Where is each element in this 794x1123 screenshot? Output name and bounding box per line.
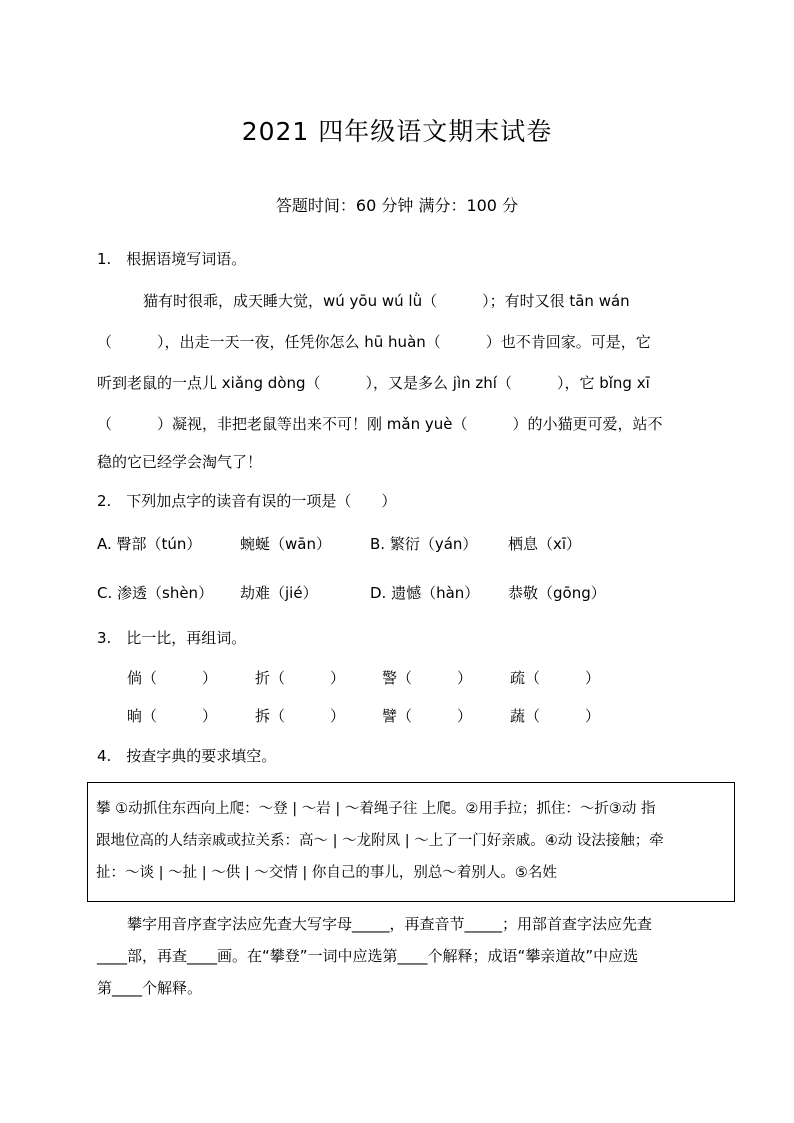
q1-line: 听到老鼠的一点儿 xiǎng dòng（ ），又是多么 jìn zhí（ ），它 bǐng xī [97,374,650,392]
q1-line: （ ），出走一天一夜，任凭你怎么 hū huàn（ ）也不肯回家。可是，它 [97,333,651,351]
q1-line: 猫有时很乖，成天睡大觉，wú yōu wú lǜ（ ）；有时又很 tān wán [143,292,630,310]
dictionary-entry-line: 跟地位高的人结亲戚或拉关系：高～ | ～龙附凤 | ～上了一门好亲戚。④动 设法接触；牵 [96,833,664,849]
q2-option: 恭敬（gōng） [508,584,606,602]
q2-option: 栖息（xī） [508,535,582,553]
exam-info: 答题时间：60 分钟 满分：100 分 [275,196,519,215]
q3-title: 3. 比一比，再组词。 [97,629,247,647]
q2-title: 2. 下列加点字的读音有误的一项是（ ） [97,492,397,510]
q2-option: C. 渗透（shèn） [97,584,214,602]
q3-item: 疏（ ） [510,669,601,687]
q4-fill-line: 攀字用音序查字法应先查大写字母_____，再查音节_____；用部首查字法应先查 [127,915,653,933]
dictionary-entry-line: 扯：～谈 | ～扯 | ～供 | ～交情 | 你自己的事儿，别总～着别人。⑤名姓 [96,865,557,881]
q1-line: 稳的它已经学会淘气了！ [97,453,263,471]
q2-option: B. 繁衍（yán） [370,535,478,553]
q3-item: 蔬（ ） [510,707,601,725]
q3-item: 折（ ） [255,669,346,687]
q1-line: （ ）凝视，非把老鼠等出来不可！刚 mǎn yuè（ ）的小猫更可爱，站不 [97,415,663,433]
q2-option: A. 臀部（tún） [97,535,202,553]
q1-title: 1. 根据语境写词语。 [97,250,247,268]
q3-item: 譬（ ） [382,707,473,725]
q2-option: D. 遗憾（hàn） [370,584,480,602]
q2-option: 蜿蜒（wān） [240,535,331,553]
q4-fill-line: ____部，再查____画。在“攀登”一词中应选第____个解释；成语“攀亲道故”中应选 [97,947,639,965]
q3-item: 倘（ ） [127,669,218,687]
page-title: 2021 四年级语文期末试卷 [241,117,553,146]
q3-item: 警（ ） [382,669,473,687]
q4-title: 4. 按查字典的要求填空。 [97,747,277,765]
q3-item: 拆（ ） [255,707,346,725]
q4-fill-line: 第____个解释。 [97,979,203,997]
q3-item: 晌（ ） [127,707,218,725]
q2-option: 劫难（jié） [240,584,318,602]
dictionary-entry-line: 攀 ①动抓住东西向上爬：～登 | ～岩 | ～着绳子往 上爬。②用手拉；抓住：～折③动 指 [96,801,656,817]
